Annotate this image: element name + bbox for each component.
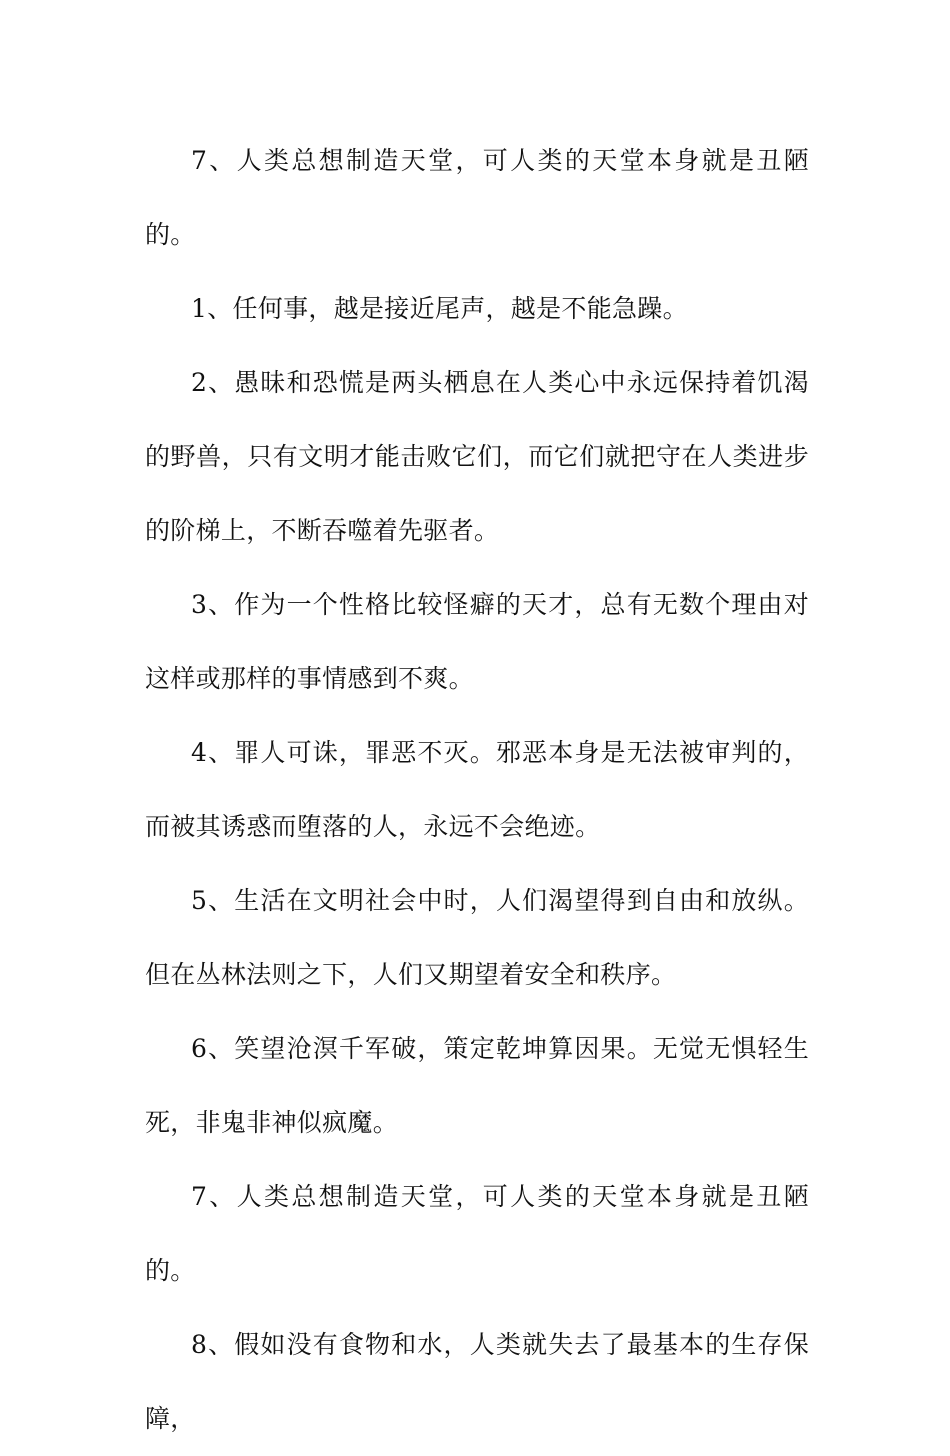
paragraph-8: 7、人类总想制造天堂，可人类的天堂本身就是丑陋的。 <box>145 1182 809 1285</box>
document-body <box>145 124 809 1456</box>
paragraph-5: 4、罪人可诛，罪恶不灭。邪恶本身是无法被审判的，而被其诱惑而堕落的人，永远不会绝迹。 <box>145 738 809 841</box>
paragraph-4: 3、作为一个性格比较怪癖的天才，总有无数个理由对这样或那样的事情感到不爽。 <box>145 590 809 693</box>
paragraph-7: 6、笑望沧溟千军破，策定乾坤算因果。无觉无惧轻生死，非鬼非神似疯魔。 <box>145 1034 809 1137</box>
paragraph-6: 5、生活在文明社会中时，人们渴望得到自由和放纵。但在丛林法则之下，人们又期望着安全和秩序。 <box>145 886 809 989</box>
paragraph-9: 8、假如没有食物和水，人类就失去了最基本的生存保障， <box>145 1330 809 1433</box>
paragraph-3: 2、愚昧和恐慌是两头栖息在人类心中永远保持着饥渴的野兽，只有文明才能击败它们，而它们就把守在人类进步的阶梯上，不断吞噬着先驱者。 <box>145 368 809 545</box>
paragraph-2: 1、任何事，越是接近尾声，越是不能急躁。 <box>191 294 688 323</box>
paragraph-1: 7、人类总想制造天堂，可人类的天堂本身就是丑陋的。 <box>145 146 809 249</box>
